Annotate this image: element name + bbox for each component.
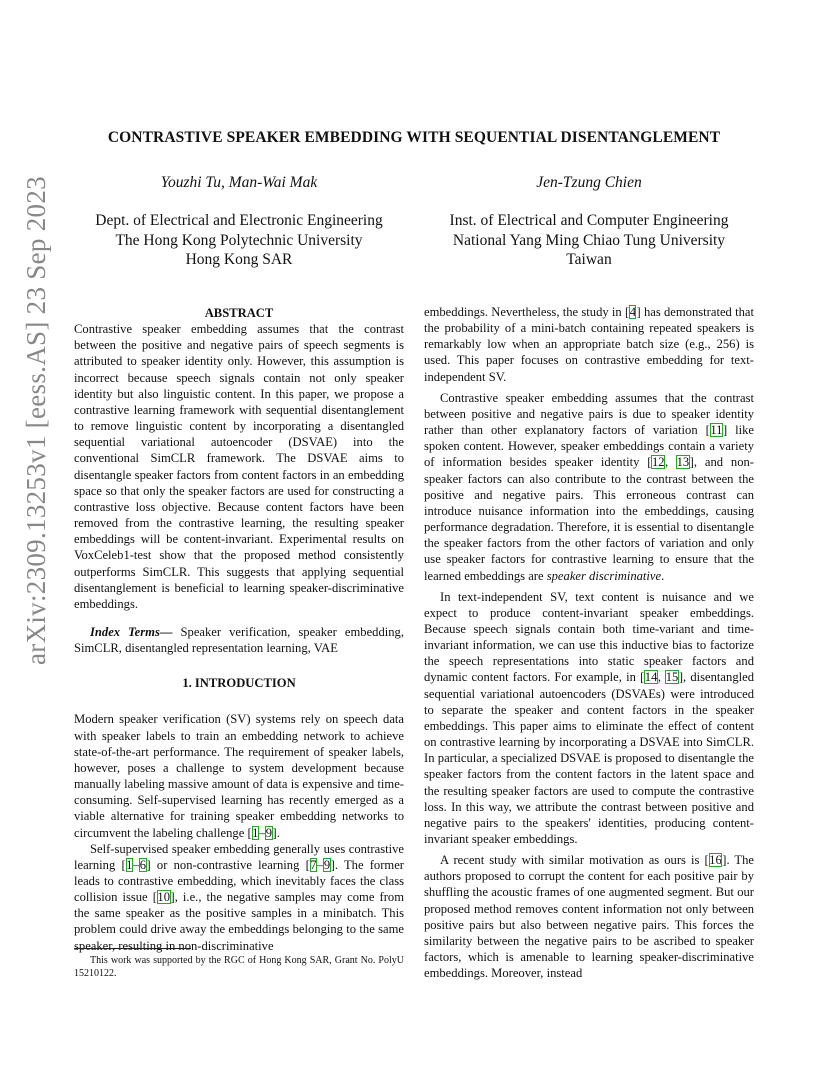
citation-link[interactable]: 15 <box>665 670 679 685</box>
affiliation-line: Taiwan <box>566 251 612 268</box>
affiliation-line: Dept. of Electrical and Electronic Engineering <box>95 212 383 229</box>
citation-link[interactable]: 1 <box>126 857 133 872</box>
affiliation-line: Hong Kong SAR <box>185 251 293 268</box>
author-names-2: Jen-Tzung Chien <box>536 174 642 191</box>
text-run: A recent study with similar motivation as ours is [ <box>440 853 709 868</box>
right-paragraph-1 <box>424 304 754 385</box>
text-run: – <box>132 857 140 872</box>
citation-link[interactable]: 9 <box>323 857 331 872</box>
citation-link[interactable]: 7 <box>310 857 317 872</box>
citation-link[interactable]: 16 <box>709 853 722 868</box>
text-run: Self-supervised speaker embedding generally uses contrastive learning [ <box>74 841 404 872</box>
text-run: ] or non-contrastive learning [ <box>146 857 310 872</box>
author-names-1: Youzhi Tu, Man-Wai Mak <box>160 174 318 191</box>
text-run: In text-independent SV, text content is nuisance and we expect to produce content-invariant speaker embeddings. Because speech signals contain both time-variant and time-invariant information, we can use this inductive bias to factorize the speech representations into static speaker factors and dynamic content factors. For example, in [ <box>424 589 754 685</box>
text-run: , <box>665 455 677 470</box>
citation-link[interactable]: 14 <box>644 670 658 685</box>
citation-link[interactable]: 13 <box>676 455 690 470</box>
citation-link[interactable]: 11 <box>710 423 723 438</box>
text-run: Modern speaker verification (SV) systems rely on speech data with speaker labels to train an embedding network to achieve state-of-the-art performance. The requirement of speaker labels, however, poses a challenge to system development because manually labeling massive amount of data is expensive and time-consuming. Self-supervised learning has recently emerged as a viable alternative for training speaker embedding networks to circumvent the labeling challenge [ <box>74 712 404 840</box>
text-run: ] like spoken content. However, speaker embeddings contain a variety of information besides speaker identity [ <box>424 423 754 470</box>
text-run: , <box>657 670 666 685</box>
index-terms-dash: — <box>159 624 173 639</box>
index-terms-text: Speaker verification, speaker embedding, SimCLR, disentangled representation learning, VAE <box>74 624 404 656</box>
affiliation-1 <box>74 211 404 270</box>
text-run: ]. The authors proposed to corrupt the content for each positive pair by shuffling the acoustic frames of one augmented segment. But our proposed method removes content information not only between positive pairs but also between negative pairs. This forces the similarity between the negative pairs to be ascribed to speaker factors, which is amenable to learning speaker-discriminative embeddings. Moreover, instead <box>424 853 754 981</box>
footnote-text: This work was supported by the RGC of Hong Kong SAR, Grant No. PolyU 15210122. <box>74 955 404 979</box>
text-run: ]. The former leads to contrastive embedding, which inevitably faces the class collision issue [ <box>74 857 405 905</box>
emphasis-text: speaker discriminative <box>546 568 662 583</box>
right-paragraph-4 <box>424 852 754 981</box>
abstract-heading: ABSTRACT <box>204 306 274 320</box>
affiliation-line: The Hong Kong Polytechnic University <box>115 231 363 249</box>
citation-link[interactable]: 10 <box>157 890 171 905</box>
left-column <box>74 305 404 954</box>
footnote <box>74 954 404 980</box>
text-run: ]. <box>272 825 280 840</box>
text-run: . <box>661 568 665 583</box>
citation-link[interactable]: 4 <box>629 305 636 319</box>
intro-heading: 1. INTRODUCTION <box>182 676 296 691</box>
right-paragraph-3 <box>424 589 754 848</box>
text-run: embeddings. Nevertheless, the study in [ <box>424 305 630 319</box>
arxiv-stamp: arXiv:2309.13253v1 [eess.AS] 23 Sep 2023 <box>21 176 51 665</box>
index-terms-label: Index Terms <box>90 624 160 639</box>
intro-paragraph-1 <box>74 711 404 840</box>
text-run: ], disentangled sequential variational autoencoders (DSVAEs) were introduced to separate the speaker and content factors in the speaker embeddings. This paper aims to eliminate the effect of content on contrastive learning by incorporating a DSVAE into SimCLR. In particular, a specialized DSVAE is proposed to disentangle the speaker factors from the content factors in the latent space and the resulting speaker factors are used to compute the contrastive loss. In this way, we attribute the contrast between positive and negative pairs to the speakers' identities, producing content-invariant speaker embeddings. <box>424 670 754 846</box>
citation-link[interactable]: 9 <box>265 825 273 840</box>
text-run: ], i.e., the negative samples may come from the same speaker as the positive samples in a minibatch. This problem could drive away the embeddings belonging to the same speaker, resulting in non-discriminative <box>74 890 404 953</box>
text-run: ], and non-speaker factors can also contribute to the contrast between the positive and negative pairs. This erroneous contrast can introduce nuisance information into the embeddings, causing performance degradation. Therefore, it is essential to disentangle the speaker factors from the other factors of variation and only use speaker factors for contrastive learning to ensure that the learned embeddings are <box>424 455 754 583</box>
intro-paragraph-2 <box>74 841 404 954</box>
text-run: – <box>258 825 266 840</box>
citation-link[interactable]: 1 <box>252 825 259 840</box>
text-run: Contrastive speaker embedding assumes that the contrast between positive and negative pairs is due to speaker identity rather than other explanatory factors of variation [ <box>424 390 754 438</box>
paper-title: CONTRASTIVE SPEAKER EMBEDDING WITH SEQUENTIAL DISENTANGLEMENT <box>107 129 721 146</box>
affiliation-line: National Yang Ming Chiao Tung University <box>452 231 726 249</box>
right-paragraph-2 <box>424 390 754 584</box>
text-run: – <box>317 857 324 872</box>
abstract-text: Contrastive speaker embedding assumes that the contrast between the positive and negative pairs of speech segments is attributed to speaker identity only. However, this assumption is incorrect because speech signals contain not only speaker identity but also linguistic content. In this paper, we propose a contrastive learning framework with sequential disentanglement to remove linguistic content by incorporating a disentangled sequential variational autoencoder (DSVAE) into the conventional SimCLR framework. The DSVAE aims to disentangle speaker factors from content factors in an embedding space so that only the speaker factors are used for constructing a contrastive loss objective. Because content factors have been removed from the contrastive learning, the resulting speaker embeddings will be content-invariant. Experimental results on VoxCeleb1-test show that the proposed method consistently outperforms SimCLR. This suggests that applying sequential disentanglement is beneficial to learning speaker-discriminative embeddings. <box>74 322 404 611</box>
affiliation-2 <box>424 211 754 270</box>
citation-link[interactable]: 6 <box>139 857 147 872</box>
right-column <box>424 304 754 981</box>
index-terms <box>74 624 404 656</box>
citation-link[interactable]: 12 <box>651 455 665 470</box>
text-run: ] has demonstrated that the probability of a mini-batch containing repeated speakers is remarkably low when an appropriate batch size (e.g., 256) is used. This paper focuses on contrastive embedding for text-independent SV. <box>424 305 754 384</box>
affiliation-line: Inst. of Electrical and Computer Engineering <box>449 212 729 229</box>
footnote-divider <box>74 948 191 949</box>
